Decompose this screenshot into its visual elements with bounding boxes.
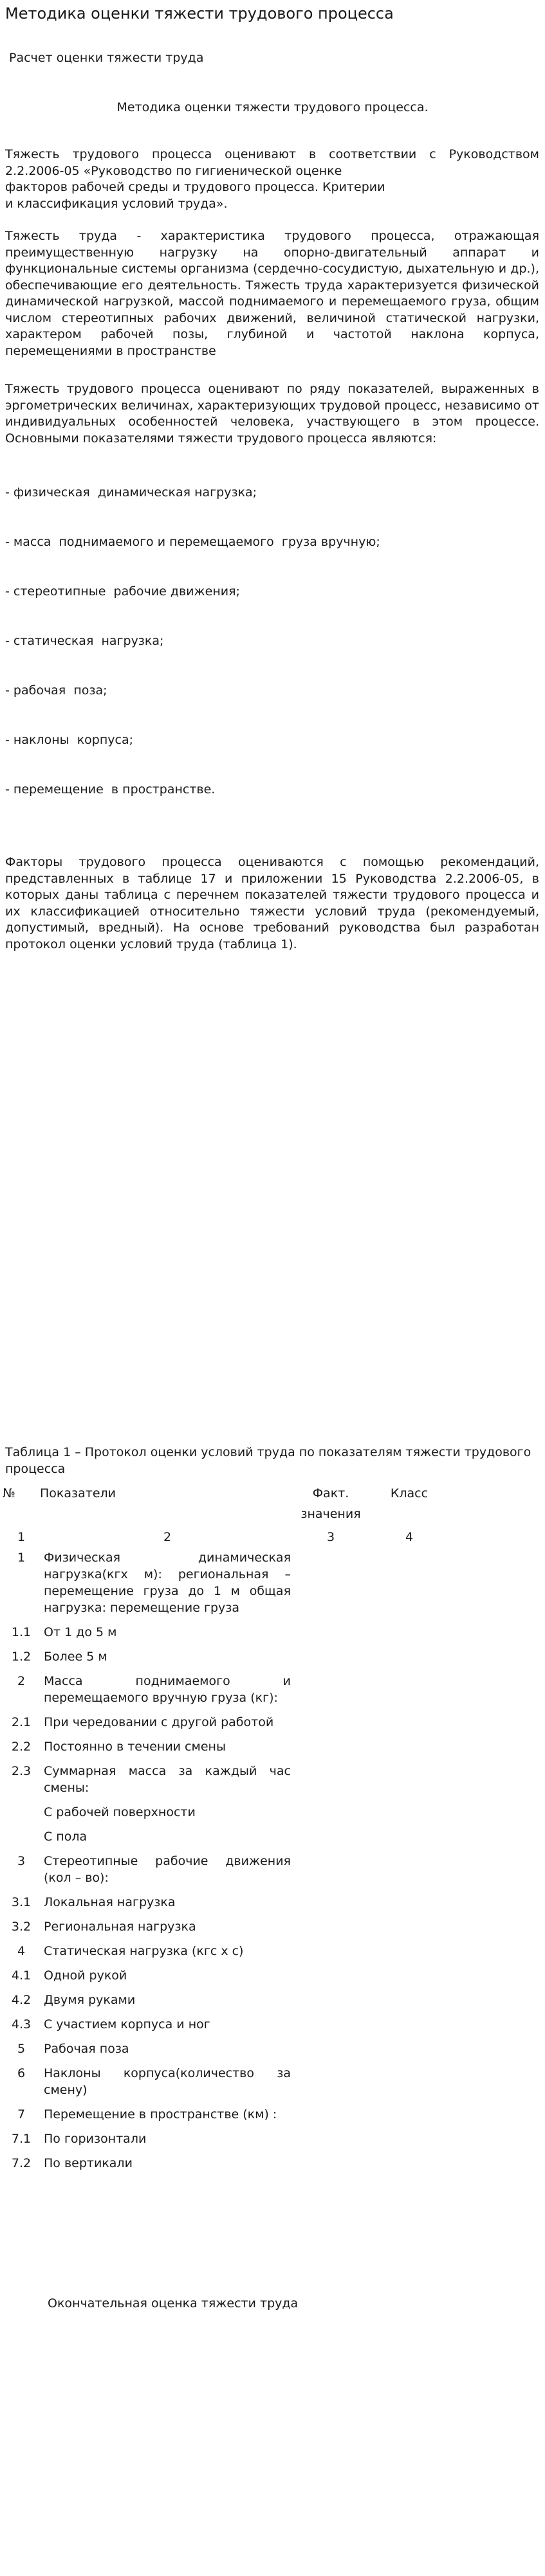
- row-number: 2.1: [11, 1715, 32, 1729]
- row-fact-value: [291, 1963, 371, 1988]
- row-fact-value: [291, 2102, 371, 2127]
- table-row: [3, 1963, 448, 1988]
- row-number: 7: [17, 2107, 26, 2121]
- row-number: [3, 1800, 40, 1824]
- table-row: [3, 1759, 448, 1800]
- header-fact-line-2: значения: [300, 1507, 361, 1521]
- row-fact-value: [291, 1759, 371, 1800]
- row-number: 7.2: [11, 2156, 32, 2170]
- document-heading: Методика оценки тяжести трудового процесса.: [116, 100, 429, 114]
- factors-paragraph: Факторы трудового процесса оцениваются с помощью рекомендаций, представленных в таблице 17 и приложении 15 Руководства 2.2.2006-05, в которых даны таблица с перечнем показателей тяжести трудового процесса и их классификацией относительно тяжести условий труда (рекомендуемый, допустимый, вредный). На основе требований руководства был разработан протокол оценки условий труда (таблица 1).: [5, 855, 539, 951]
- row-class: [371, 2127, 448, 2151]
- column-number: 1: [17, 1530, 26, 1544]
- row-indicator: Физическая динамическая нагрузка(кгх м): региональная – перемещение груза до 1 м общая нагрузка: перемещение груза: [44, 1551, 291, 1615]
- table-row: [3, 2061, 448, 2102]
- row-fact-value: [291, 1988, 371, 2012]
- table-row: [3, 1890, 448, 1914]
- page-title: Методика оценки тяжести трудового процесса: [5, 5, 394, 23]
- intro-paragraph: [5, 147, 539, 212]
- table-row: [3, 2127, 448, 2151]
- header-number: №: [3, 1486, 15, 1500]
- row-indicator: С рабочей поверхности: [44, 1805, 196, 1819]
- row-indicator: Региональная нагрузка: [44, 1920, 196, 1934]
- row-fact-value: [291, 1824, 371, 1849]
- row-fact-value: [291, 1545, 371, 1620]
- row-class: [371, 1963, 448, 1988]
- table-row: [3, 1620, 448, 1644]
- row-number: [3, 1824, 40, 1849]
- table-header-row: [3, 1485, 448, 1522]
- row-fact-value: [291, 1939, 371, 1963]
- indicator-bullet: - физическая динамическая нагрузка;: [5, 485, 257, 500]
- row-number: 3.1: [11, 1895, 32, 1909]
- row-indicator: По вертикали: [44, 2156, 133, 2170]
- row-number: 4.1: [11, 1968, 32, 1983]
- row-class: [371, 2037, 448, 2061]
- row-fact-value: [291, 1644, 371, 1669]
- header-fact-line-1: Факт.: [312, 1486, 349, 1500]
- column-number: 2: [163, 1530, 172, 1544]
- row-indicator: От 1 до 5 м: [44, 1625, 117, 1639]
- table-body: [3, 1545, 448, 2175]
- table-row: [3, 1644, 448, 1669]
- final-assessment-row: Окончательная оценка тяжести труда: [48, 2296, 299, 2310]
- row-number: 4.3: [11, 2017, 32, 2031]
- row-number: 3: [17, 1854, 26, 1868]
- indicator-bullet: - стереотипные рабочие движения;: [5, 584, 240, 599]
- table-row: [3, 2037, 448, 2061]
- row-indicator: Одной рукой: [44, 1968, 127, 1983]
- row-fact-value: [291, 1669, 371, 1710]
- row-class: [371, 1669, 448, 1710]
- row-indicator: Локальная нагрузка: [44, 1895, 176, 1909]
- column-number: 3: [326, 1530, 335, 1544]
- row-fact-value: [291, 1710, 371, 1734]
- row-indicator: При чередовании с другой работой: [44, 1715, 274, 1729]
- row-indicator: Рабочая поза: [44, 2042, 129, 2056]
- row-number: 2.3: [11, 1764, 32, 1778]
- indicator-bullet: - рабочая поза;: [5, 683, 107, 698]
- page-subtitle: Расчет оценки тяжести труда: [9, 51, 204, 65]
- row-indicator: Стереотипные рабочие движения (кол – во):: [44, 1854, 291, 1885]
- row-class: [371, 2061, 448, 2102]
- row-class: [371, 1824, 448, 1849]
- indicators-intro-paragraph: Тяжесть трудового процесса оценивают по ряду показателей, выраженных в эргометрических величинах, характеризующих трудовой процесс, независимо от индивидуальных особенностей человека, участвующего в этом процессе. Основными показателями тяжести трудового процесса являются:: [5, 382, 539, 446]
- row-class: [371, 2151, 448, 2175]
- row-fact-value: [291, 1620, 371, 1644]
- row-class: [371, 1914, 448, 1939]
- column-numbers-row: [3, 1522, 448, 1545]
- row-number: 2.2: [11, 1740, 32, 1754]
- intro-line-2: факторов рабочей среды и трудового процесса. Критерии: [5, 180, 385, 194]
- row-class: [371, 1939, 448, 1963]
- table-row: [3, 2102, 448, 2127]
- row-indicator: По горизонтали: [44, 2132, 147, 2146]
- table-row: [3, 1988, 448, 2012]
- row-number: 1.1: [11, 1625, 32, 1639]
- header-class: Класс: [390, 1486, 429, 1500]
- indicator-bullet: - наклоны корпуса;: [5, 733, 134, 747]
- table-row: [3, 1669, 448, 1710]
- table-row: [3, 2012, 448, 2037]
- row-number: 1: [17, 1551, 26, 1565]
- row-indicator: Суммарная масса за каждый час смены:: [44, 1764, 291, 1795]
- row-class: [371, 1988, 448, 2012]
- row-indicator: С участием корпуса и ног: [44, 2017, 210, 2031]
- row-indicator: Более 5 м: [44, 1650, 107, 1664]
- row-fact-value: [291, 2127, 371, 2151]
- table-row: [3, 1545, 448, 1620]
- table-row: [3, 1710, 448, 1734]
- row-indicator: С пола: [44, 1830, 88, 1844]
- row-class: [371, 1800, 448, 1824]
- table-caption: Таблица 1 – Протокол оценки условий труда по показателям тяжести трудового процесса: [5, 1445, 531, 1476]
- row-fact-value: [291, 1800, 371, 1824]
- row-number: 3.2: [11, 1920, 32, 1934]
- table-row: [3, 1824, 448, 1849]
- row-fact-value: [291, 1849, 371, 1890]
- table-row: [3, 1800, 448, 1824]
- row-class: [371, 2012, 448, 2037]
- table-row: [3, 1914, 448, 1939]
- row-class: [371, 1545, 448, 1620]
- row-number: 1.2: [11, 1650, 32, 1664]
- row-number: 5: [17, 2042, 26, 2056]
- table-row: [3, 2151, 448, 2175]
- table-row: [3, 1849, 448, 1890]
- row-class: [371, 1759, 448, 1800]
- header-indicator: Показатели: [40, 1486, 116, 1500]
- indicator-bullet: - перемещение в пространстве.: [5, 782, 216, 797]
- row-class: [371, 1849, 448, 1890]
- row-indicator: Наклоны корпуса(количество за смену): [44, 2066, 291, 2097]
- intro-line-3: и классификация условий труда».: [5, 196, 228, 211]
- indicator-bullet: - масса поднимаемого и перемещаемого груза вручную;: [5, 535, 380, 549]
- row-class: [371, 1710, 448, 1734]
- definition-paragraph: Тяжесть труда - характеристика трудового процесса, отражающая преимущественную нагрузку на опорно-двигательный аппарат и функциональные системы организма (сердечно-сосудистую, дыхательную и др.), обеспечивающие его деятельность. Тяжесть труда характеризуется физической динамической нагрузкой, массой поднимаемого и перемещаемого груза, общим числом стереотипных рабочих движений, величиной статической нагрузки, характером рабочей позы, глубиной и частотой наклона корпуса, перемещениями в пространстве: [5, 229, 539, 358]
- row-class: [371, 1620, 448, 1644]
- row-fact-value: [291, 2151, 371, 2175]
- row-class: [371, 2102, 448, 2127]
- row-fact-value: [291, 1734, 371, 1759]
- column-number: 4: [405, 1530, 414, 1544]
- assessment-protocol-table: [3, 1485, 448, 2175]
- table-row: [3, 1734, 448, 1759]
- row-class: [371, 1644, 448, 1669]
- row-number: 4: [17, 1944, 26, 1958]
- row-indicator: Масса поднимаемого и перемещаемого вручную груза (кг):: [44, 1674, 291, 1705]
- row-number: 7.1: [11, 2132, 32, 2146]
- row-indicator: Перемещение в пространстве (км) :: [44, 2107, 277, 2121]
- row-number: 4.2: [11, 1993, 32, 2007]
- row-indicator: Постоянно в течении смены: [44, 1740, 226, 1754]
- row-fact-value: [291, 2061, 371, 2102]
- row-number: 2: [17, 1674, 26, 1688]
- row-fact-value: [291, 1914, 371, 1939]
- intro-line-1: Тяжесть трудового процесса оценивают в соответствии с Руководством 2.2.2006-05 «Руководство по гигиенической оценке: [5, 147, 539, 178]
- indicator-bullet: - статическая нагрузка;: [5, 634, 164, 648]
- row-indicator: Двумя руками: [44, 1993, 136, 2007]
- row-number: 6: [17, 2066, 26, 2080]
- header-fact-values: [291, 1485, 371, 1522]
- row-fact-value: [291, 2037, 371, 2061]
- row-fact-value: [291, 1890, 371, 1914]
- row-class: [371, 1890, 448, 1914]
- row-indicator: Статическая нагрузка (кгс х с): [44, 1944, 244, 1958]
- row-class: [371, 1734, 448, 1759]
- table-row: [3, 1939, 448, 1963]
- row-fact-value: [291, 2012, 371, 2037]
